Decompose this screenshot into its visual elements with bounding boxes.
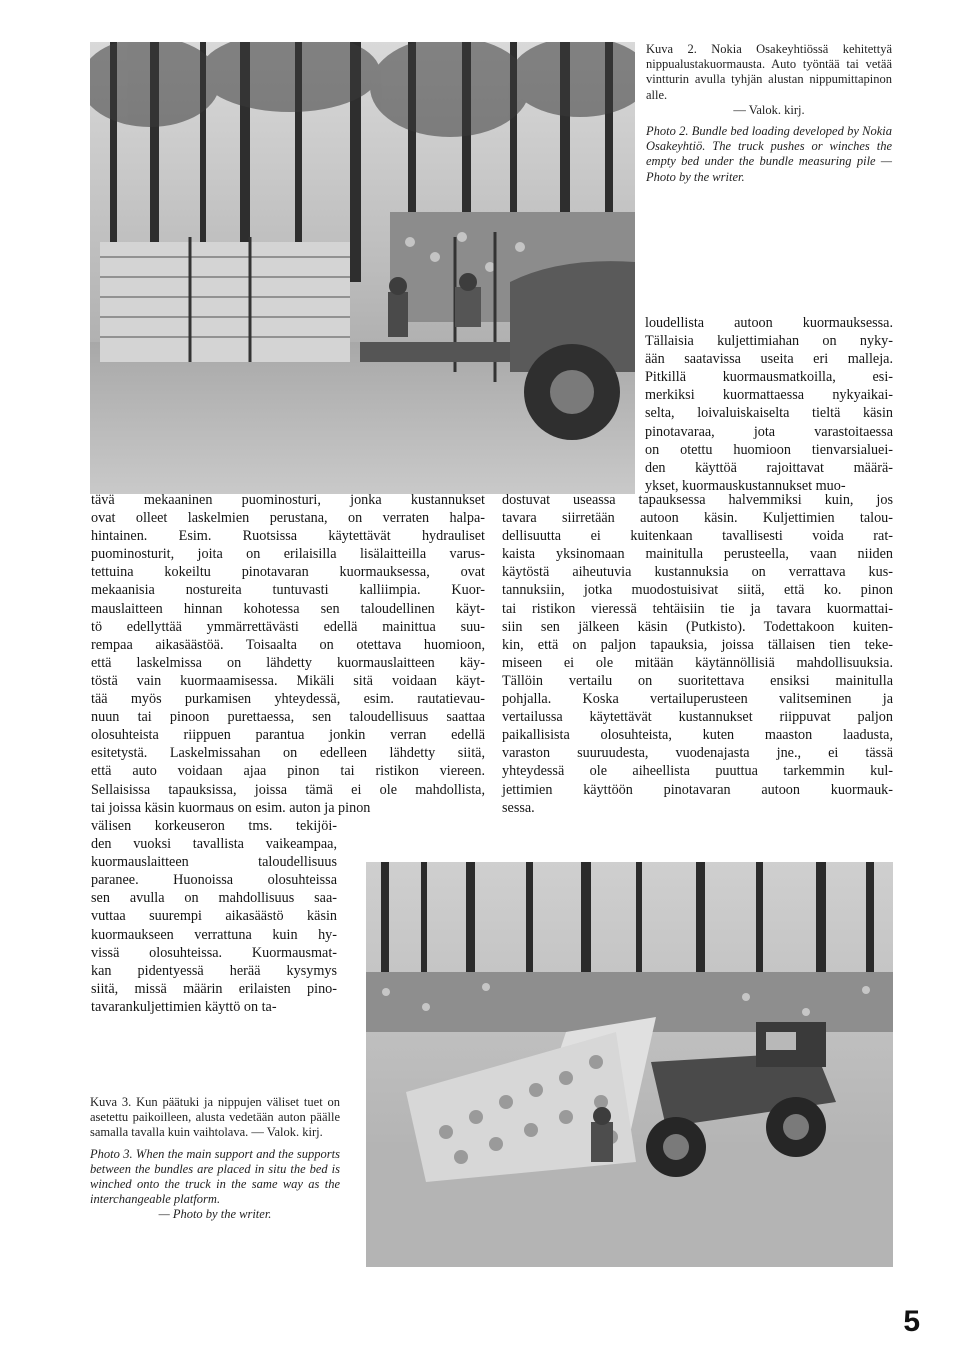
text-line: tannuksiin, jotka muodostuisivat siitä, että ko. pinon (502, 582, 893, 599)
text-line: Tällöin vertailu on suoritettava ensiksi mainitulla (502, 672, 893, 689)
text-line: rempaa aikasäästöä. Toisaalta on otettava huomioon, (91, 636, 485, 653)
text-line: tävä mekaaninen puominosturi, jonka kustannukset (91, 492, 485, 508)
caption-2-finnish: Kuva 2. Nokia Osakeyhtiössä kehitettyä nippualustakuormausta. Auto työntää tai vetää vintturin avulla tyhjän alustan nippumittapinon alle. (646, 42, 892, 102)
text-line: Tällaisia kuljettimiahan on nyky- (645, 333, 893, 350)
text-line: vertailussa käytettävät kustannukset riippuvat paljon (502, 709, 893, 726)
text-line: pinotavaraa, jota varastoitaessa (645, 423, 893, 440)
text-line: tavara siirretään autoon käsin. Kuljettimien talou- (502, 510, 893, 527)
text-line: kin, että on paljon tapauksia, joissa tällaisen tien teke- (502, 636, 893, 653)
text-line: että laskelmissa on lähdetty kuormauslaitteen käy- (91, 654, 485, 671)
text-line: paranee. Huonoissa olosuhteissa (91, 872, 337, 889)
text-line: käytöstä aiheutuvia kustannuksia on verrattava kus- (502, 564, 893, 581)
text-line: siin sen jälkeen käsin (Putkisto). Todettakoon kuiten- (502, 618, 893, 635)
text-line: sen avulla on mahdollisuus saa- (91, 890, 337, 907)
caption-3-english: Photo 3. When the main support and the supports between the bundles are placed in situ the bed is winched onto the truck in the same way as the interchangeable platform. (90, 1146, 340, 1207)
page-number: 5 (903, 1305, 920, 1338)
caption-2-finnish-credit: — Valok. kirj. (733, 102, 805, 117)
text-line: den käyttöä rajoittavat määrä- (645, 459, 893, 476)
text-line: varaston suuruudesta, vuodenajasta jne., ei tässä (502, 745, 893, 762)
text-line: paikallisista olosuhteista, kuten maaston laadusta, (502, 727, 893, 744)
text-line: den vuoksi tavallista vaikeampaa, (91, 836, 337, 853)
text-line: dellisuutta ei kuitenkaan tavallisesti voida rat- (502, 528, 893, 545)
text-line: olosuhteista riippuen parantua jonkin verran edellä (91, 727, 485, 744)
text-line: siitä, missä määrin erilaisten pino- (91, 980, 337, 997)
text-line: on otettu huomioon tienvarsialuei- (645, 441, 893, 458)
text-line: sessa. (502, 799, 535, 816)
text-line: Pitkillä kuormausmatkoilla, esi- (645, 369, 893, 386)
text-line: mekaanisia nostureita tuntuvasti kalliimpia. Kuor- (91, 582, 485, 599)
text-line: mauslaitteen hinnan kohotessa sen taloudellinen käyt- (91, 600, 485, 617)
text-line: hintainen. Esim. Ruotsissa käytettävät hydrauliset (91, 528, 485, 545)
text-line: puominosturit, joita on erilaisilla lisälaitteilla varus- (91, 546, 485, 563)
text-line: ään saatavissa useita eri malleja. (645, 351, 893, 368)
caption-2-english: Photo 2. Bundle bed loading developed by Nokia Osakeyhtiö. The truck pushes or winches the empty bed under the bundle measuring pile (646, 124, 892, 169)
text-line: töstä vain kuormaamisessa. Mikäli sitä voidaan käyt- (91, 672, 485, 689)
text-line: tö edellyttää ymmärrettävästi edellä mainittua suu- (91, 618, 485, 635)
photo-bundle-bed-loading (90, 42, 635, 494)
text-line: esitetystä. Laskelmissahan on edelleen lähdetty siitä, (91, 745, 485, 762)
caption-3-finnish-credit: — Valok. kirj. (251, 1125, 323, 1140)
caption-3-english-credit: — Photo by the writer. (158, 1207, 272, 1222)
text-line: dostuvat useassa tapauksessa halvemmiksi kuin, jos (502, 492, 893, 508)
right-column-bottom-text (502, 491, 893, 817)
text-line: miseen ei ole mitään käytännöllisiä mahdollisuuksia. (502, 654, 893, 671)
text-line: kuormaukseen verrattuna kuin hy- (91, 926, 337, 943)
text-line: ovat olleet laskelmien perustana, on verraten halpa- (91, 510, 485, 527)
text-line: kan pidentyessä herää kysymys (91, 962, 337, 979)
text-line: vuttaa suurempi aikasäästö käsin (91, 908, 337, 925)
text-line: jettimien käyttöön pinotavaran autoon kuormauk- (502, 781, 893, 798)
left-column-narrow-text (91, 817, 337, 1016)
text-line: tää myös purkamisen yhteydessä, esim. rautatievau- (91, 691, 485, 708)
text-line: ykset, kuormauskustannukset muo- (645, 477, 846, 494)
text-line: välisen korkeuseron tms. tekijöi- (91, 818, 337, 834)
right-column-top-text (645, 314, 893, 495)
text-line: vissä olosuhteissa. Kuormausmat- (91, 944, 337, 961)
text-line: yhteydessä ole aiheellista puuttua tarkemmin kul- (502, 763, 893, 780)
text-line: pohjalla. Koska vertailuperusteen valitseminen ja (502, 691, 893, 708)
photo-2-caption (646, 42, 892, 191)
caption-2-english-credit: — Photo by the writer. (646, 154, 893, 184)
text-line: loudellista autoon kuormauksessa. (645, 315, 893, 331)
text-line: kuormauslaitteen taloudellisuus (91, 854, 337, 871)
caption-3-finnish: Kuva 3. Kun päätuki ja nippujen väliset tuet on asetettu paikoilleen, alusta vedetään auton päälle samalla tavalla kuin vaihtolava. (90, 1095, 340, 1140)
text-line: kaista yksinomaan mainitulla perusteella, vaan niiden (502, 546, 893, 563)
photo-bed-winched-onto-truck (366, 862, 893, 1267)
text-line: tai ristikon vieressä tehtäisiin tie ja tavara kuormattai- (502, 600, 893, 617)
text-line: tettuina kokeiltu pinotavaran kuormauksessa, ovat (91, 564, 485, 581)
text-line: selta, loivaluiskaiselta tieltä käsin (645, 405, 893, 422)
text-line: nuun tai pinoon purettaessa, sen taloudellisuus saattaa (91, 709, 485, 726)
text-line: että auto voidaan ajaa pinon tai ristikon viereen. (91, 763, 485, 780)
text-line: merkiksi kuormattaessa nykyaikai- (645, 387, 893, 404)
text-line: Sellaisissa tapauksissa, joissa tämä ei ole mahdollista, (91, 781, 485, 798)
left-column-wide-text (91, 491, 485, 817)
text-line: tai joissa käsin kuormaus on esim. auton ja pinon (91, 799, 371, 816)
text-line: tavarankuljettimien käyttö on ta- (91, 998, 277, 1015)
photo-3-caption (90, 1095, 340, 1229)
